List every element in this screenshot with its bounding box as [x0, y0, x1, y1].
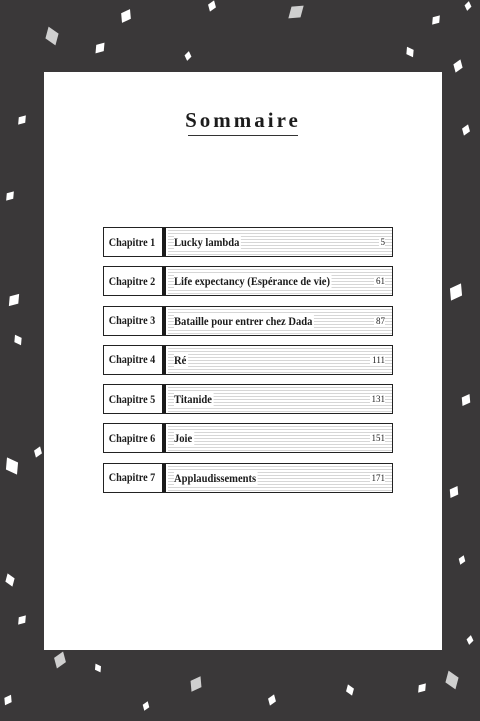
confetti-piece — [1, 693, 14, 708]
chapter-title: Applaudissements — [174, 470, 257, 485]
chapter-title: Ré — [174, 352, 187, 367]
toc-row[interactable] — [103, 345, 393, 375]
confetti-piece — [3, 189, 17, 204]
chapter-page-number: 171 — [371, 472, 385, 483]
toc-row[interactable] — [103, 384, 393, 414]
confetti-piece — [403, 45, 416, 60]
confetti-piece — [458, 391, 473, 408]
confetti-piece — [466, 634, 475, 645]
confetti-piece — [344, 683, 356, 697]
toc-row[interactable] — [103, 227, 393, 257]
chapter-page-number: 111 — [372, 354, 385, 365]
confetti-piece — [117, 6, 135, 25]
title-underline — [188, 135, 298, 136]
confetti-piece — [141, 700, 151, 712]
chapter-label: Chapitre 1 — [108, 234, 156, 249]
confetti-piece — [464, 0, 473, 11]
chapter-page-number: 131 — [371, 394, 385, 405]
toc-row[interactable] — [103, 306, 393, 336]
confetti-piece — [3, 572, 17, 589]
chapter-label: Chapitre 3 — [108, 313, 156, 328]
chapter-entry — [168, 307, 392, 335]
chapter-title: Bataille pour entrer chez Dada — [174, 313, 313, 328]
chapter-label: Chapitre 6 — [108, 430, 156, 445]
chapter-label: Chapitre 4 — [108, 352, 156, 367]
chapter-title: Lucky lambda — [174, 235, 240, 249]
page-title: Sommaire — [185, 108, 301, 132]
chapter-page-number: 151 — [371, 433, 385, 444]
chapter-label: Chapitre 7 — [108, 470, 156, 485]
chapter-entry — [168, 267, 392, 295]
chapter-entry — [168, 346, 392, 374]
chapter-entry — [168, 385, 392, 413]
confetti-piece — [42, 24, 62, 48]
chapter-entry — [168, 464, 392, 492]
chapter-divider — [162, 464, 166, 492]
toc-row[interactable] — [103, 423, 393, 453]
confetti-piece — [446, 483, 461, 500]
chapter-label: Chapitre 5 — [108, 391, 156, 406]
confetti-piece — [11, 333, 24, 348]
chapter-divider — [162, 228, 166, 256]
confetti-piece — [457, 554, 467, 566]
toc-row[interactable] — [103, 463, 393, 493]
chapter-divider — [162, 385, 166, 413]
contents-page — [44, 72, 442, 650]
table-of-contents — [103, 227, 393, 502]
confetti-piece — [1, 454, 23, 478]
confetti-piece — [32, 445, 44, 459]
confetti-piece — [451, 58, 465, 75]
chapter-entry — [168, 424, 392, 452]
confetti-piece — [186, 673, 206, 695]
chapter-divider — [162, 424, 166, 452]
confetti-piece — [442, 668, 462, 692]
confetti-piece — [15, 113, 29, 128]
confetti-piece — [266, 693, 278, 707]
chapter-title: Titanide — [174, 392, 212, 407]
confetti-piece — [15, 613, 29, 628]
confetti-piece — [415, 681, 429, 696]
confetti-piece — [92, 662, 103, 674]
chapter-divider — [162, 307, 166, 335]
confetti-piece — [51, 649, 69, 670]
chapter-label: Chapitre 2 — [108, 273, 156, 288]
confetti-piece — [206, 0, 218, 13]
confetti-piece — [92, 39, 109, 56]
chapter-divider — [162, 346, 166, 374]
chapter-page-number: 61 — [376, 276, 385, 287]
toc-row[interactable] — [103, 266, 393, 296]
confetti-piece — [5, 290, 24, 309]
chapter-entry — [168, 228, 392, 256]
chapter-page-number: 87 — [376, 315, 385, 326]
confetti-piece — [460, 123, 472, 137]
confetti-piece — [184, 50, 193, 61]
chapter-page-number: 5 — [380, 237, 385, 247]
confetti-piece — [445, 280, 467, 304]
chapter-title: Life expectancy (Espérance de vie) — [174, 274, 331, 289]
chapter-divider — [162, 267, 166, 295]
chapter-title: Joie — [174, 431, 193, 446]
confetti-piece — [429, 13, 443, 28]
confetti-piece — [284, 0, 308, 24]
